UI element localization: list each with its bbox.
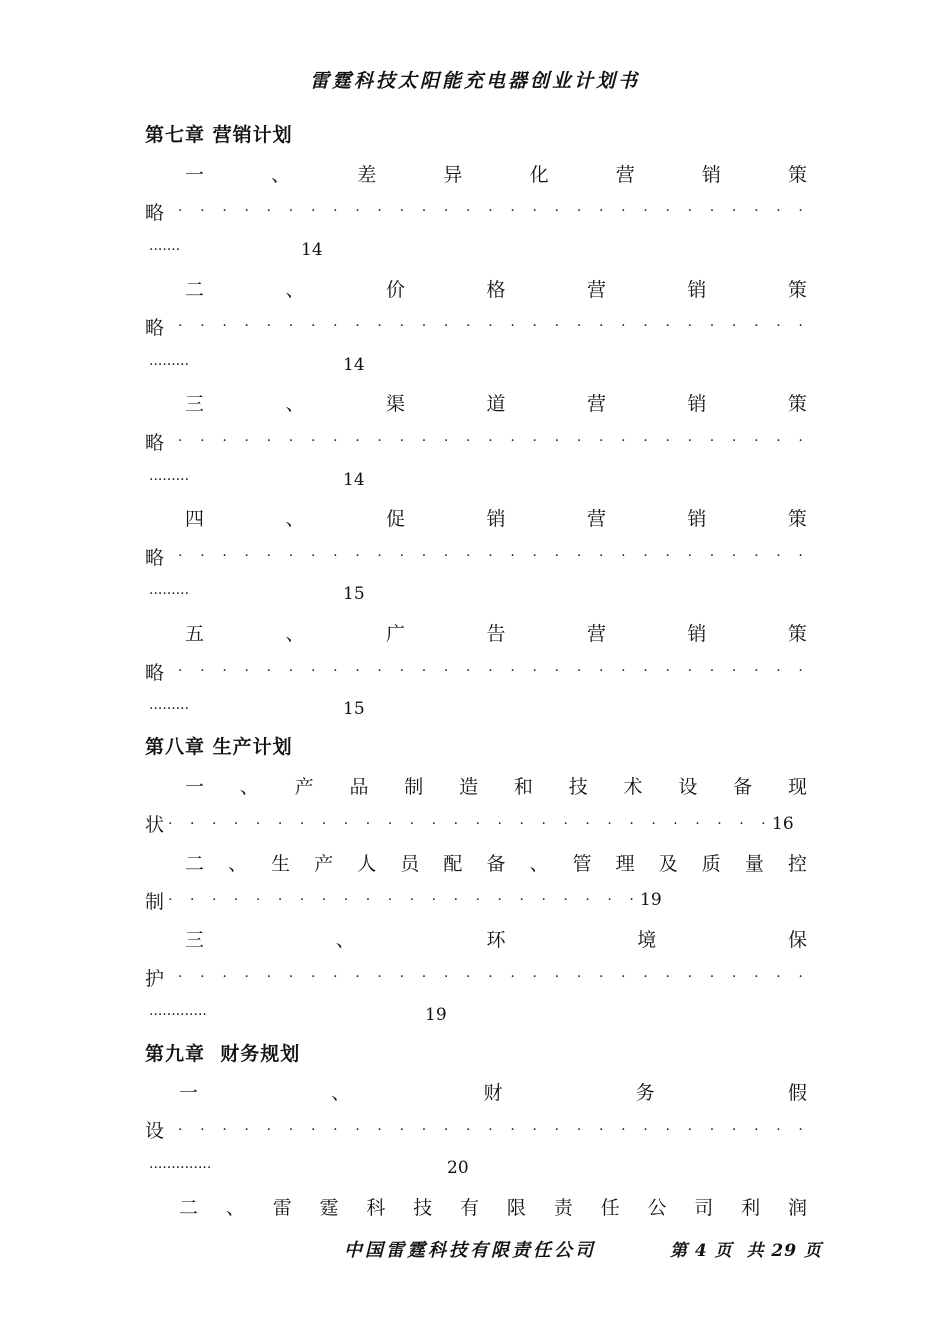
chapter-heading: 第九章 财务规划 (145, 1042, 301, 1065)
toc-entry[interactable]: 三 、 渠 道 营 销 策 略 · · · · · · · · · · · · · · · · · · · · · · · · · · · · · ········· 14 (145, 384, 807, 499)
table-of-contents (145, 116, 807, 1226)
chapter-heading: 第七章 营销计划 (145, 124, 293, 146)
toc-entry[interactable]: 三 、 环 境 保 护 · · · · · · · · · · · · · · · · · · · · · · · · · · · · · ············· 19 (145, 920, 807, 1035)
chapter-heading: 第八章 生产计划 (145, 736, 293, 759)
toc-page-number: 15 (343, 584, 365, 605)
toc-entry[interactable]: 四 、 促 销 营 销 策 略 · · · · · · · · · · · · · · · · · · · · · · · · · · · · · ········· 15 (145, 499, 807, 614)
page-footer (0, 1236, 950, 1266)
toc-entry-title: 四 、 促 销 营 销 策 (185, 508, 807, 531)
toc-page-number: 16 (772, 813, 794, 834)
footer-page-info: 第 4 页 共 29 页 (670, 1241, 822, 1261)
toc-entry-leader: 略 · · · · · · · · · · · · · · · · · · · · · · · · · · · · · (145, 316, 803, 339)
toc-page-number: 14 (343, 469, 365, 490)
toc-entry-leader: 护 · · · · · · · · · · · · · · · · · · · · · · · · · · · · · (145, 967, 803, 990)
toc-entry-title: 二 、 雷 霆 科 技 有 限 责 任 公 司 利 润 (179, 1197, 807, 1220)
toc-page-number: 14 (343, 354, 365, 375)
toc-entry-title: 二 、 价 格 营 销 策 (185, 278, 807, 301)
toc-entry-leader: 略 · · · · · · · · · · · · · · · · · · · · · · · · · · · · · (145, 661, 803, 684)
toc-entry-leader: 制 · · · · · · · · · · · · · · · · · · · · · · 19 (145, 890, 662, 913)
toc-entry-title: 二 、 生 产 人 员 配 备 、 管 理 及 质 量 控 (185, 852, 807, 875)
toc-entry-leader: 设 · · · · · · · · · · · · · · · · · · · · · · · · · · · · · (145, 1120, 803, 1143)
toc-page-number: 19 (640, 890, 662, 911)
toc-entry-title: 一 、 差 异 化 营 销 策 (185, 163, 807, 186)
toc-entry[interactable]: 一 、 财 务 假 设 · · · · · · · · · · · · · · · · · · · · · · · · · · · · · ·············· 20 (145, 1073, 807, 1188)
toc-entry[interactable]: 五 、 广 告 营 销 策 略 · · · · · · · · · · · · · · · · · · · · · · · · · · · · · ········· 15 (145, 614, 807, 729)
toc-entry-leader: 略 · · · · · · · · · · · · · · · · · · · · · · · · · · · · · (145, 431, 803, 454)
toc-entry[interactable] (145, 1187, 807, 1225)
toc-entry-leader: 略 · · · · · · · · · · · · · · · · · · · · · · · · · · · · · (145, 546, 803, 569)
toc-entry-title: 五 、 广 告 营 销 策 (185, 623, 807, 646)
toc-page-number: 14 (301, 239, 323, 260)
toc-entry[interactable] (145, 843, 807, 920)
toc-entry-title: 一 、 财 务 假 (179, 1082, 807, 1105)
toc-page-number: 15 (343, 699, 365, 720)
toc-entry-title: 三 、 渠 道 营 销 策 (185, 393, 807, 416)
page-header: 雷霆科技太阳能充电器创业计划书 (309, 70, 640, 92)
toc-page-number: 19 (425, 1005, 447, 1026)
toc-entry-leader: 略 · · · · · · · · · · · · · · · · · · · · · · · · · · · · · (145, 201, 803, 224)
toc-entry-leader: 状 · · · · · · · · · · · · · · · · · · · · · · · · · · · · 16 (145, 813, 794, 837)
toc-page-number: 20 (447, 1158, 469, 1179)
toc-entry[interactable]: 一 、 差 异 化 营 销 策 略 · · · · · · · · · · · · · · · · · · · · · · · · · · · · · ······· 14 (145, 154, 807, 269)
toc-entry[interactable]: 二 、 价 格 营 销 策 略 · · · · · · · · · · · · · · · · · · · · · · · · · · · · · ········· 14 (145, 269, 807, 384)
toc-entry[interactable] (145, 766, 807, 843)
toc-entry-title: 三 、 环 境 保 (185, 929, 807, 952)
footer-company: 中国雷霆科技有限责任公司 (344, 1240, 596, 1261)
toc-entry-title: 一 、 产 品 制 造 和 技 术 设 备 现 (185, 776, 807, 799)
